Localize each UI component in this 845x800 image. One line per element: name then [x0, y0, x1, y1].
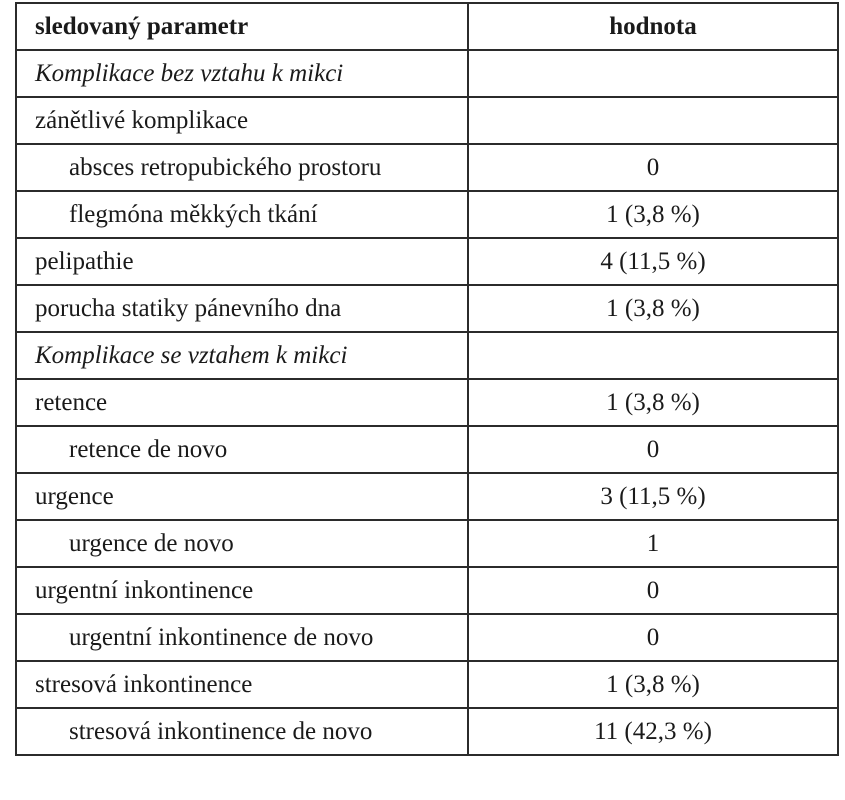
parameter-cell: zánětlivé komplikace	[16, 97, 468, 144]
table-row	[16, 708, 838, 755]
sub-parameter-cell: retence de novo	[16, 426, 468, 473]
table-row	[16, 50, 838, 97]
parameter-cell: stresová inkontinence	[16, 661, 468, 708]
table-row	[16, 285, 838, 332]
sub-parameter-cell: stresová inkontinence de novo	[16, 708, 468, 755]
value-cell: 0	[468, 567, 838, 614]
parameter-cell: pelipathie	[16, 238, 468, 285]
value-cell: 0	[468, 614, 838, 661]
table-row	[16, 332, 838, 379]
value-cell: 1	[468, 520, 838, 567]
table-row	[16, 144, 838, 191]
value-cell: 1 (3,8 %)	[468, 191, 838, 238]
value-cell: 1 (3,8 %)	[468, 661, 838, 708]
parameter-cell: urgentní inkontinence	[16, 567, 468, 614]
table-row	[16, 97, 838, 144]
value-cell	[468, 332, 838, 379]
value-cell	[468, 97, 838, 144]
section-heading-cell: Komplikace se vztahem k mikci	[16, 332, 468, 379]
value-cell: 0	[468, 144, 838, 191]
table-row	[16, 379, 838, 426]
parameter-cell: retence	[16, 379, 468, 426]
table-header-row	[16, 3, 838, 50]
sub-parameter-cell: urgence de novo	[16, 520, 468, 567]
sub-parameter-cell: flegmóna měkkých tkání	[16, 191, 468, 238]
table-body	[16, 50, 838, 755]
value-cell: 3 (11,5 %)	[468, 473, 838, 520]
section-heading-cell: Komplikace bez vztahu k mikci	[16, 50, 468, 97]
table-row	[16, 238, 838, 285]
parameter-cell: porucha statiky pánevního dna	[16, 285, 468, 332]
sub-parameter-cell: absces retropubického prostoru	[16, 144, 468, 191]
table-row	[16, 661, 838, 708]
table-row	[16, 426, 838, 473]
value-cell: 1 (3,8 %)	[468, 285, 838, 332]
table-row	[16, 614, 838, 661]
complications-table-container	[15, 2, 837, 756]
value-cell	[468, 50, 838, 97]
table-row	[16, 520, 838, 567]
table-row	[16, 191, 838, 238]
table-row	[16, 473, 838, 520]
value-cell: 1 (3,8 %)	[468, 379, 838, 426]
value-cell: 11 (42,3 %)	[468, 708, 838, 755]
value-cell: 4 (11,5 %)	[468, 238, 838, 285]
table-row	[16, 567, 838, 614]
parameter-cell: urgence	[16, 473, 468, 520]
header-parameter: sledovaný parametr	[16, 3, 468, 50]
complications-table	[15, 2, 839, 756]
header-value: hodnota	[468, 3, 838, 50]
value-cell: 0	[468, 426, 838, 473]
sub-parameter-cell: urgentní inkontinence de novo	[16, 614, 468, 661]
